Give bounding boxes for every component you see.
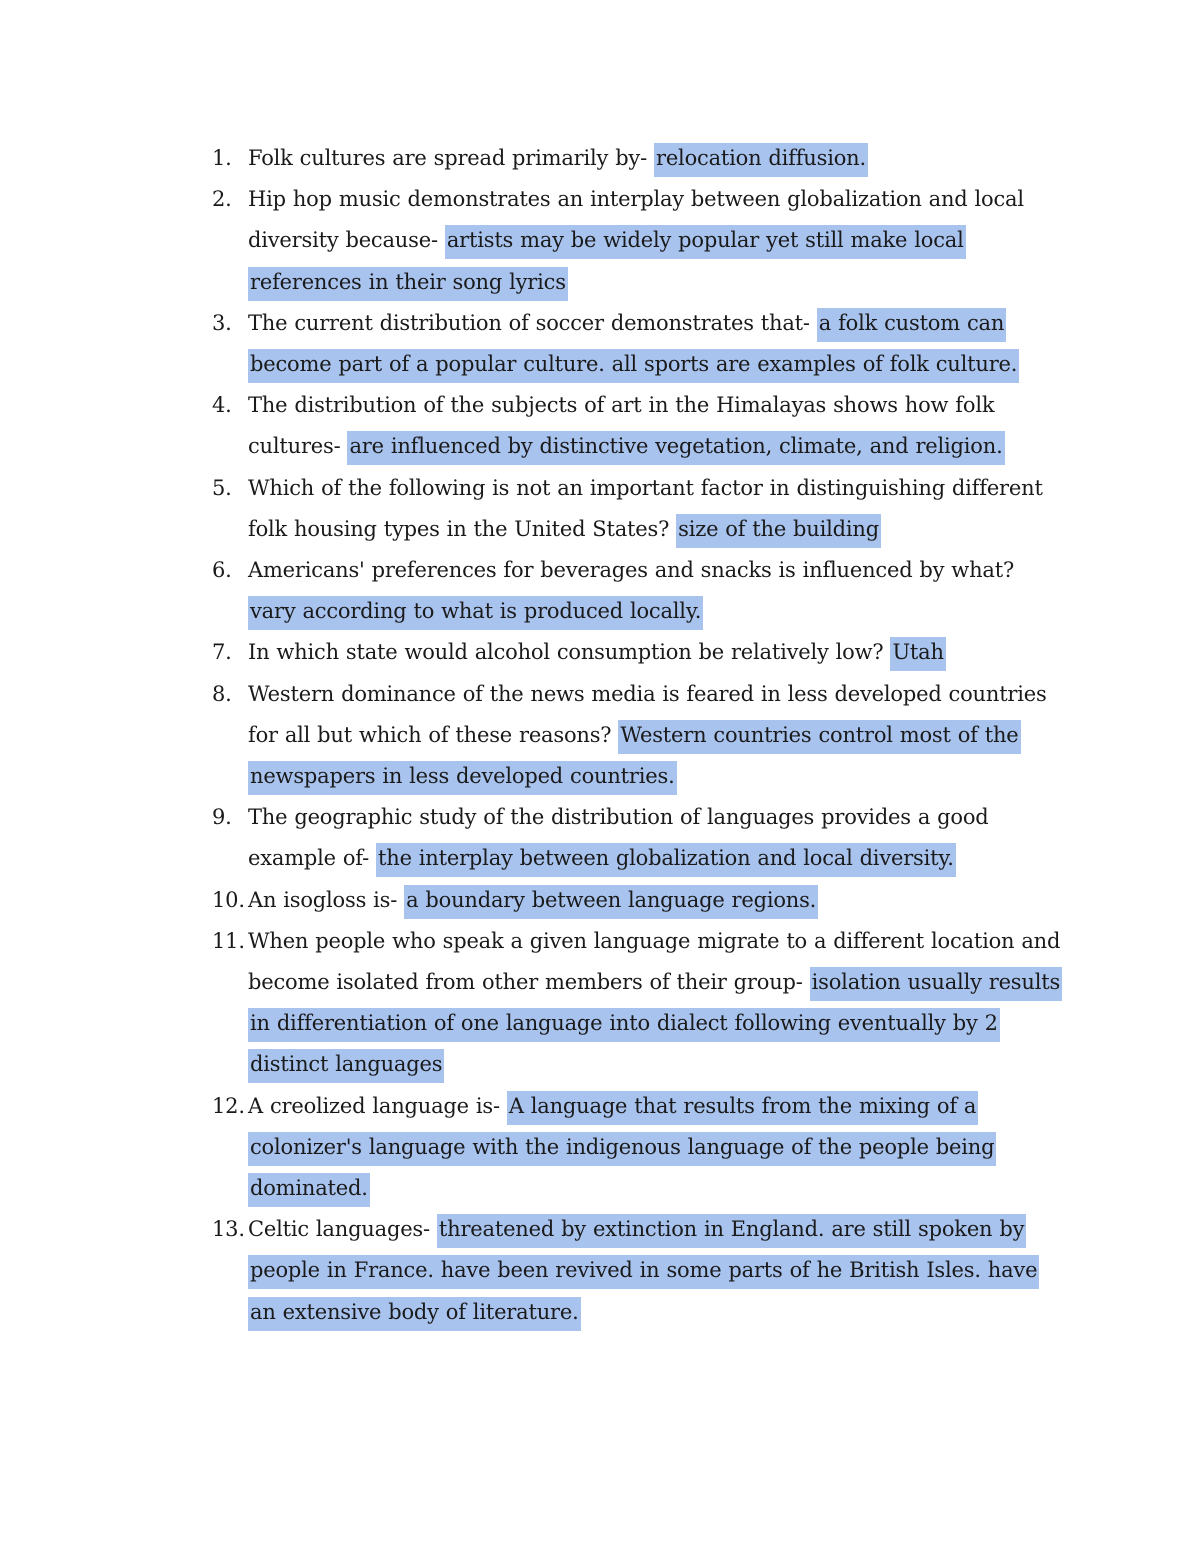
question-text: Hip hop music demonstrates an interplay between globalization and local diversity because- bbox=[248, 187, 1024, 253]
item-number: 9. bbox=[212, 805, 232, 830]
list-item bbox=[208, 921, 1068, 1086]
item-number: 3. bbox=[212, 310, 232, 335]
highlighted-answer: relocation diffusion. bbox=[654, 143, 868, 177]
list-item bbox=[208, 550, 1068, 632]
highlighted-answer: A language that results from the mixing of a colonizer's language with the indigenous language of the people being dominated. bbox=[248, 1091, 996, 1207]
list-item bbox=[208, 880, 1068, 921]
highlighted-answer: size of the building bbox=[676, 514, 881, 548]
item-number: 10. bbox=[212, 887, 245, 912]
question-text: An isogloss is- bbox=[248, 887, 405, 912]
question-text: The current distribution of soccer demonstrates that- bbox=[248, 310, 817, 335]
question-text: When people who speak a given language migrate to a different location and become isolated from other members of their group- bbox=[248, 928, 1061, 995]
highlighted-answer: a boundary between language regions. bbox=[404, 885, 818, 919]
highlighted-answer: Utah bbox=[890, 637, 945, 671]
question-text: In which state would alcohol consumption be relatively low? bbox=[248, 640, 891, 665]
item-number: 2. bbox=[212, 187, 232, 212]
list-item bbox=[208, 303, 1068, 385]
list-item bbox=[208, 1209, 1068, 1333]
item-number: 8. bbox=[212, 681, 232, 706]
question-text: The distribution of the subjects of art in the Himalayas shows how folk cultures- bbox=[248, 393, 995, 459]
question-text: Celtic languages- bbox=[248, 1217, 437, 1242]
question-text: A creolized language is- bbox=[248, 1093, 507, 1118]
highlighted-answer: a folk custom can become part of a popular culture. all sports are examples of folk culture. bbox=[248, 308, 1019, 383]
list-item bbox=[208, 797, 1068, 879]
item-number: 12. bbox=[212, 1093, 245, 1118]
item-number: 1. bbox=[212, 146, 232, 170]
list-item bbox=[208, 674, 1068, 798]
item-number: 7. bbox=[212, 640, 232, 665]
item-number: 5. bbox=[212, 475, 232, 500]
highlighted-answer: Western countries control most of the newspapers in less developed countries. bbox=[248, 720, 1021, 795]
question-list bbox=[208, 138, 1068, 1333]
highlighted-answer: vary according to what is produced locally. bbox=[248, 596, 703, 630]
item-number: 6. bbox=[212, 558, 232, 583]
highlighted-answer: the interplay between globalization and local diversity. bbox=[376, 843, 956, 877]
question-text: Americans' preferences for beverages and snacks is influenced by what? bbox=[248, 558, 1015, 583]
question-text: Folk cultures are spread primarily by- bbox=[248, 146, 654, 170]
question-text: The geographic study of the distribution of languages provides a good example of- bbox=[248, 805, 989, 871]
list-item bbox=[208, 468, 1068, 550]
question-text: Which of the following is not an important factor in distinguishing different folk housing types in the United States? bbox=[248, 475, 1043, 541]
highlighted-answer: artists may be widely popular yet still make local references in their song lyrics bbox=[248, 225, 966, 300]
highlighted-answer: isolation usually results in differentiation of one language into dialect following eventually by 2 distinct languages bbox=[248, 967, 1062, 1083]
item-number: 11. bbox=[212, 928, 245, 953]
item-number: 4. bbox=[212, 393, 232, 418]
list-item bbox=[208, 385, 1068, 467]
highlighted-answer: threatened by extinction in England. are still spoken by people in France. have been revived in some parts of he British Isles. have an extensive body of literature. bbox=[248, 1214, 1039, 1330]
item-number: 13. bbox=[212, 1217, 245, 1242]
list-item bbox=[208, 138, 1068, 179]
list-item bbox=[208, 1086, 1068, 1210]
list-item bbox=[208, 179, 1068, 303]
question-text: Western dominance of the news media is feared in less developed countries for all but which of these reasons? bbox=[248, 681, 1047, 747]
list-item bbox=[208, 632, 1068, 673]
highlighted-answer: are influenced by distinctive vegetation, climate, and religion. bbox=[347, 431, 1004, 465]
